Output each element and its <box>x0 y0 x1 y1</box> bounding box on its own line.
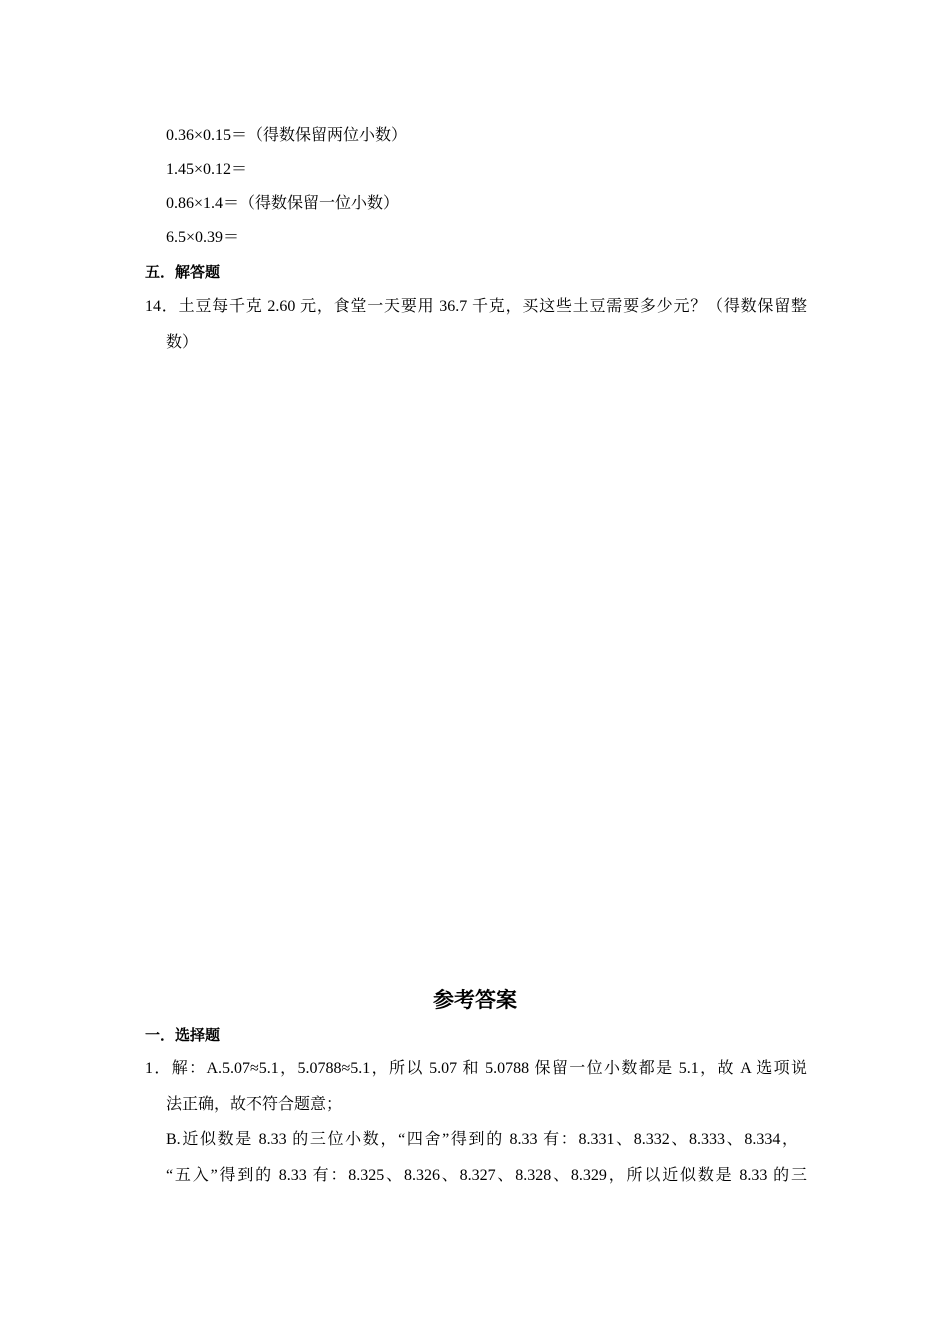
answer-1-line-1: 1．解：A.5.07≈5.1，5.0788≈5.1，所以 5.07 和 5.0788 保留一位小数都是 5.1，故 A 选项说 <box>145 1060 807 1077</box>
question-14-line-2: 数） <box>166 334 199 351</box>
answers-section-1-heading: 一．选择题 <box>145 1027 221 1044</box>
question-14-line-1: 14．土豆每千克 2.60 元，食堂一天要用 36.7 千克，买这些土豆需要多少元？（得数保留整 <box>145 298 807 315</box>
section-5-heading: 五．解答题 <box>145 264 221 281</box>
calc-item-4: 6.5×0.39＝ <box>166 229 240 246</box>
answer-1-line-4: “五入”得到的 8.33 有：8.325、8.326、8.327、8.328、8.329，所以近似数是 8.33 的三 <box>166 1167 807 1184</box>
calc-item-2: 1.45×0.12＝ <box>166 161 248 178</box>
answer-1-line-3: B.近似数是 8.33 的三位小数，“四舍”得到的 8.33 有：8.331、8.332、8.333、8.334， <box>166 1131 798 1148</box>
calc-item-1: 0.36×0.15＝（得数保留两位小数） <box>166 127 408 144</box>
answer-1-line-2: 法正确，故不符合题意； <box>166 1096 343 1113</box>
calc-item-3: 0.86×1.4＝（得数保留一位小数） <box>166 195 400 212</box>
answers-title: 参考答案 <box>433 988 517 1012</box>
